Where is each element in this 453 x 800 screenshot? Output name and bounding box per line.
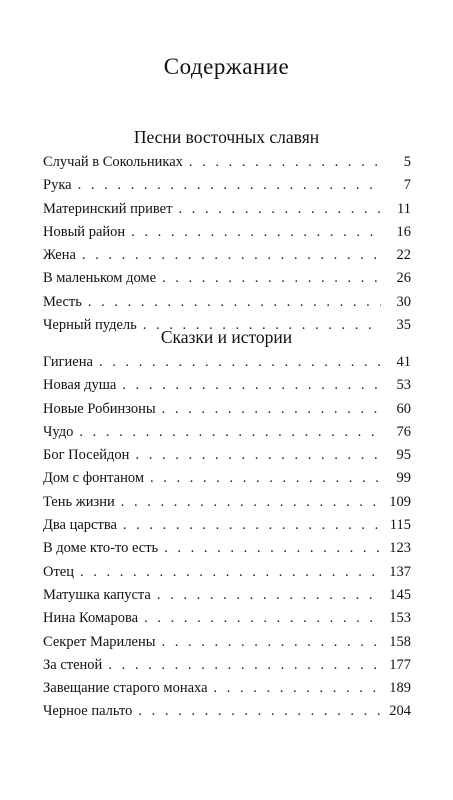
page-number: 95	[396, 447, 411, 464]
page-number: 30	[396, 293, 411, 310]
dot-leader	[162, 634, 382, 651]
page-number: 189	[389, 680, 411, 697]
entry-title: Завещание старого монаха	[43, 680, 208, 697]
page-number: 60	[396, 400, 411, 417]
dot-leader	[135, 447, 381, 464]
page-number: 26	[396, 270, 411, 287]
toc-entry[interactable]	[43, 424, 411, 447]
toc-entry[interactable]	[43, 354, 411, 377]
page-number: 41	[396, 354, 411, 370]
toc-entry[interactable]	[43, 201, 411, 224]
toc-entry[interactable]	[43, 610, 411, 633]
dot-leader	[144, 610, 381, 627]
entry-title: В маленьком доме	[43, 270, 157, 287]
entry-title: Гигиена	[43, 354, 93, 370]
dot-leader	[138, 703, 381, 720]
entry-title: За стеной	[43, 656, 103, 673]
toc-entry[interactable]	[43, 401, 411, 424]
page-number: 53	[396, 377, 411, 394]
entry-title: Черное пальто	[43, 703, 133, 720]
page-number: 35	[396, 317, 411, 334]
page-number: 109	[389, 493, 411, 510]
dot-leader	[108, 657, 381, 674]
page-number: 99	[396, 470, 411, 487]
entry-title: Новая душа	[43, 377, 117, 394]
dot-leader	[131, 224, 381, 241]
toc-entry[interactable]	[43, 270, 411, 293]
entry-title: Материнский привет	[43, 200, 173, 217]
page-number: 158	[389, 633, 411, 650]
entry-title: В доме кто-то есть	[43, 540, 159, 557]
toc-entry[interactable]	[43, 564, 411, 587]
toc-entry[interactable]	[43, 634, 411, 657]
entry-title: Тень жизни	[43, 493, 115, 510]
dot-leader	[164, 540, 381, 557]
dot-leader	[123, 517, 381, 534]
toc-entry[interactable]	[43, 540, 411, 563]
page-number: 7	[403, 177, 411, 194]
entry-title: Отец	[43, 563, 75, 580]
page-number: 145	[389, 586, 411, 603]
entry-title: Два царства	[43, 517, 117, 534]
entry-title: Рука	[43, 177, 72, 194]
dot-leader	[78, 177, 381, 194]
page-number: 16	[396, 223, 411, 240]
page-number: 177	[389, 656, 411, 673]
entry-title: Новые Робинзоны	[43, 400, 156, 417]
entry-title: Случай в Сокольниках	[43, 154, 183, 170]
dot-leader	[82, 247, 381, 264]
page-title: Содержание	[163, 54, 290, 79]
page-number: 137	[389, 563, 411, 580]
page-number: 76	[396, 423, 411, 440]
toc-entry[interactable]	[43, 224, 411, 247]
toc-entry[interactable]	[43, 470, 411, 493]
toc-entry[interactable]	[43, 494, 411, 517]
toc-entry[interactable]	[43, 247, 411, 270]
dot-leader	[88, 294, 381, 311]
page-number: 22	[396, 247, 411, 264]
section-heading: Сказки и истории	[160, 327, 293, 347]
entry-title: Черный пудель	[43, 317, 137, 334]
entry-title: Нина Комарова	[43, 610, 139, 627]
dot-leader	[214, 680, 381, 697]
toc-entry[interactable]	[43, 447, 411, 470]
dot-leader	[162, 401, 381, 418]
page-number: 123	[389, 540, 411, 557]
entry-title: Дом с фонтаном	[43, 470, 144, 487]
page-number: 11	[397, 200, 411, 217]
entry-title: Новый район	[43, 223, 126, 240]
dot-leader	[122, 377, 381, 394]
toc-entry[interactable]	[43, 703, 411, 726]
toc-list	[43, 154, 411, 340]
toc-entry[interactable]	[43, 377, 411, 400]
page-number: 5	[403, 154, 411, 170]
toc-entry[interactable]	[43, 657, 411, 680]
entry-title: Чудо	[43, 423, 74, 440]
entry-title: Месть	[43, 293, 82, 310]
dot-leader	[79, 424, 381, 441]
entry-title: Жена	[43, 247, 76, 264]
page-number: 153	[389, 610, 411, 627]
dot-leader	[99, 354, 381, 371]
dot-leader	[189, 154, 381, 171]
dot-leader	[178, 201, 381, 218]
section-heading: Песни восточных славян	[133, 127, 320, 147]
toc-entry[interactable]	[43, 177, 411, 200]
toc-list	[43, 354, 411, 727]
toc-entry[interactable]	[43, 517, 411, 540]
dot-leader	[162, 270, 381, 287]
dot-leader	[150, 470, 381, 487]
page-number: 115	[389, 517, 411, 534]
dot-leader	[121, 494, 381, 511]
entry-title: Бог Посейдон	[43, 447, 130, 464]
page-number: 204	[389, 703, 411, 720]
entry-title: Матушка капуста	[43, 586, 151, 603]
dot-leader	[80, 564, 381, 581]
toc-entry[interactable]	[43, 680, 411, 703]
toc-entry[interactable]	[43, 587, 411, 610]
dot-leader	[157, 587, 381, 604]
toc-entry[interactable]	[43, 154, 411, 177]
toc-entry[interactable]	[43, 294, 411, 317]
entry-title: Секрет Марилены	[43, 633, 156, 650]
